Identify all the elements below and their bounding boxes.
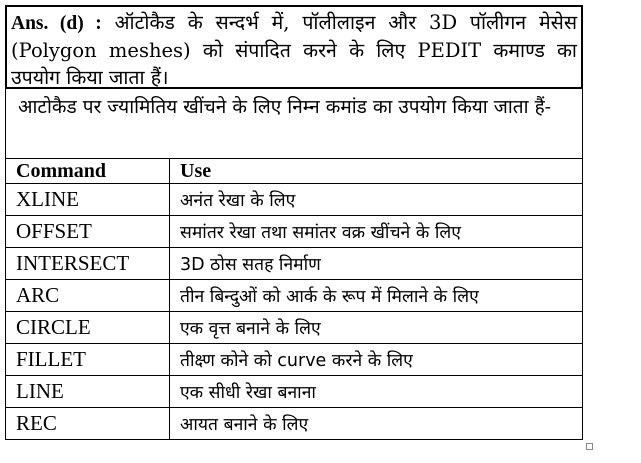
use-cell: एक वृत्त बनाने के लिए <box>170 312 583 344</box>
command-cell: OFFSET <box>6 216 170 248</box>
command-cell: INTERSECT <box>6 248 170 280</box>
corner-marker <box>586 443 593 450</box>
table-header-row <box>6 159 583 184</box>
header-command: Command <box>6 159 170 184</box>
table-row <box>6 248 583 280</box>
use-cell: एक सीधी रेखा बनाना <box>170 376 583 408</box>
command-cell: FILLET <box>6 344 170 376</box>
command-cell: LINE <box>6 376 170 408</box>
table-row <box>6 376 583 408</box>
table-row <box>6 312 583 344</box>
command-table <box>5 158 583 440</box>
command-cell: CIRCLE <box>6 312 170 344</box>
answer-label: Ans. (d) : <box>11 13 102 34</box>
use-cell: समांतर रेखा तथा समांतर वक्र खींचने के लिए <box>170 216 583 248</box>
answer-box <box>5 5 583 89</box>
table-row <box>6 280 583 312</box>
use-cell: आयत बनाने के लिए <box>170 408 583 440</box>
use-cell: 3D ठोस सतह निर्माण <box>170 248 583 280</box>
intro-text: आटोकैड पर ज्यामितिय खींचने के लिए निम्न कमांड का उपयोग किया जाता हैं- <box>5 89 583 158</box>
table-row <box>6 184 583 216</box>
table-row <box>6 408 583 440</box>
command-cell: XLINE <box>6 184 170 216</box>
use-cell: अनंत रेखा के लिए <box>170 184 583 216</box>
command-cell: ARC <box>6 280 170 312</box>
table-row <box>6 216 583 248</box>
answer-text: ऑटोकैड के सन्दर्भ में, पॉलीलाइन और 3D पॉलीगन मेसेस (Polygon meshes) को संपादित करने के लिए PEDIT कमाण्ड का उपयोग किया जाता हैं। <box>11 11 578 89</box>
header-use: Use <box>170 159 583 184</box>
command-cell: REC <box>6 408 170 440</box>
table-row <box>6 344 583 376</box>
use-cell: तीक्ष्ण कोने को curve करने के लिए <box>170 344 583 376</box>
use-cell: तीन बिन्दुओं को आर्क के रूप में मिलाने के लिए <box>170 280 583 312</box>
